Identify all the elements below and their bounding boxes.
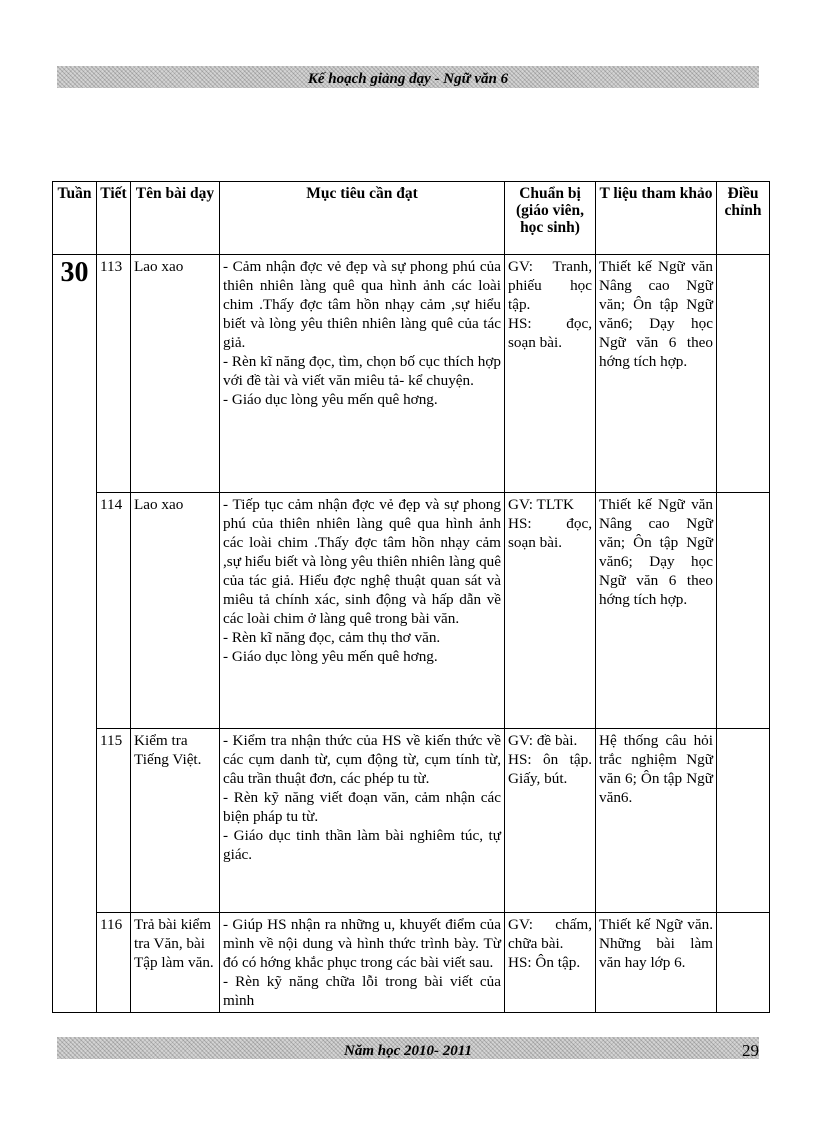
preparation-cell bbox=[505, 729, 596, 913]
objectives-cell bbox=[220, 255, 505, 493]
lesson-cell: Kiểm tra Tiếng Việt. bbox=[131, 729, 220, 913]
table-row bbox=[53, 493, 770, 729]
preparation-text: GV: Tranh, phiếu học tập. HS: đọc, soạn bài. bbox=[508, 258, 592, 351]
preparation-text: GV: đề bài. HS: ôn tập. Giấy, bút. bbox=[508, 732, 592, 787]
footer-band bbox=[57, 1037, 759, 1059]
objectives-text: - Cảm nhận đợc vẻ đẹp và sự phong phú của thiên nhiên làng quê qua hình ảnh các loài chim .Thấy đợc tâm hồn nhạy cảm ,sự hiểu biết và lòng yêu thiên nhiên làng quê của tác giả. - Rèn kĩ năng đọc, tìm, chọn bố cục thích hợp với đề tài và viết văn miêu tả- kể chuyện. - Giáo dục lòng yêu mến quê hơng. bbox=[223, 258, 501, 408]
period-cell: 114 bbox=[97, 493, 131, 729]
references-cell: Thiết kế Ngữ văn. Những bài làm văn hay lớp 6. bbox=[596, 913, 717, 1013]
table-header-row bbox=[53, 182, 770, 255]
objectives-text: - Kiểm tra nhận thức của HS về kiến thức về các cụm danh từ, cụm động từ, cụm tính từ, câu trần thuật đơn, các phép tu từ. - Rèn kỹ năng viết đoạn văn, cảm nhận các biện pháp tu từ. - Giáo dục tinh thần làm bài nghiêm túc, tự giác. bbox=[223, 732, 501, 863]
preparation-cell bbox=[505, 255, 596, 493]
page-number: 29 bbox=[742, 1041, 759, 1060]
column-header-objectives: Mục tiêu cần đạt bbox=[220, 182, 505, 255]
column-header-lesson: Tên bài dạy bbox=[131, 182, 220, 255]
references-cell: Thiết kế Ngữ văn Nâng cao Ngữ văn; Ôn tập Ngữ văn6; Dạy học Ngữ văn 6 theo hớng tích hợp. bbox=[596, 255, 717, 493]
column-header-adjustment: Điều chỉnh bbox=[717, 182, 770, 255]
period-cell: 115 bbox=[97, 729, 131, 913]
lesson-cell: Lao xao bbox=[131, 255, 220, 493]
adjustment-cell bbox=[717, 255, 770, 493]
column-header-week: Tuần bbox=[53, 182, 97, 255]
preparation-text: GV: TLTK HS: đọc, soạn bài. bbox=[508, 496, 592, 551]
column-header-references: T liệu tham khảo bbox=[596, 182, 717, 255]
footer-school-year: Năm học 2010- 2011 bbox=[344, 1043, 472, 1059]
references-cell: Thiết kế Ngữ văn Nâng cao Ngữ văn; Ôn tập Ngữ văn6; Dạy học Ngữ văn 6 theo hớng tích hợp. bbox=[596, 493, 717, 729]
period-cell: 113 bbox=[97, 255, 131, 493]
lesson-cell: Trả bài kiểm tra Văn, bài Tập làm văn. bbox=[131, 913, 220, 1013]
adjustment-cell bbox=[717, 493, 770, 729]
objectives-cell bbox=[220, 493, 505, 729]
objectives-cell bbox=[220, 729, 505, 913]
header-band bbox=[57, 66, 759, 88]
adjustment-cell bbox=[717, 913, 770, 1013]
objectives-text: - Tiếp tục cảm nhận đợc vẻ đẹp và sự phong phú của thiên nhiên làng quê qua hình ảnh các loài chim .Thấy đợc tâm hồn nhạy cảm ,sự hiểu biết và lòng yêu thiên nhiên làng quê của tác giả. Hiểu đợc nghệ thuật quan sát và miêu tả chính xác, sinh động và hấp dẫn về các loài chim ở làng quê trong bài văn. - Rèn kĩ năng đọc, cảm thụ thơ văn. - Giáo dục lòng yêu mến quê hơng. bbox=[223, 496, 501, 665]
header-title: Kế hoạch giảng dạy - Ngữ văn 6 bbox=[307, 71, 509, 87]
column-header-period: Tiết bbox=[97, 182, 131, 255]
references-cell: Hệ thống câu hỏi trắc nghiệm Ngữ văn 6; Ôn tập Ngữ văn6. bbox=[596, 729, 717, 913]
period-cell: 116 bbox=[97, 913, 131, 1013]
objectives-cell bbox=[220, 913, 505, 1013]
column-header-preparation: Chuẩn bị (giáo viên, học sinh) bbox=[505, 182, 596, 255]
week-number: 30 bbox=[53, 255, 97, 1013]
preparation-cell bbox=[505, 913, 596, 1013]
adjustment-cell bbox=[717, 729, 770, 913]
preparation-text: GV: chấm, chữa bài. HS: Ôn tập. bbox=[508, 916, 592, 971]
lesson-cell: Lao xao bbox=[131, 493, 220, 729]
lesson-plan-table bbox=[52, 181, 770, 1013]
table-row bbox=[53, 913, 770, 1013]
table-row bbox=[53, 255, 770, 493]
table-row bbox=[53, 729, 770, 913]
objectives-text: - Giúp HS nhận ra những u, khuyết điểm của mình về nội dung và hình thức trình bày. Từ đó có hớng khắc phục trong các bài viết sau. - Rèn kỹ năng chữa lỗi trong bài viết của mình bbox=[223, 916, 501, 1009]
preparation-cell bbox=[505, 493, 596, 729]
